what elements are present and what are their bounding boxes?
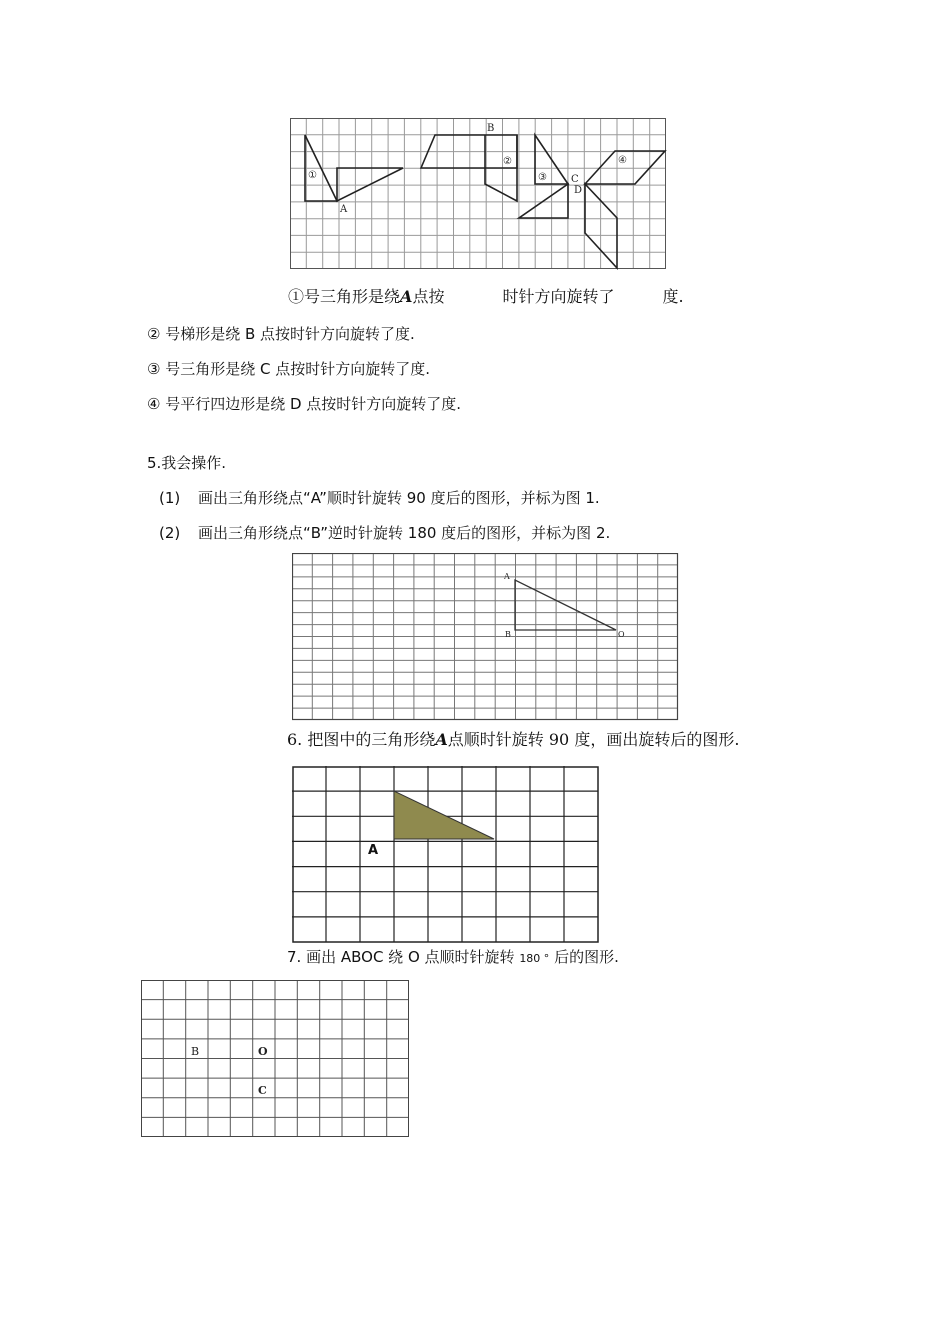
q6-label-a: A (368, 843, 379, 858)
q5-item-2-num: (2) (159, 524, 181, 542)
q4-line-1-part-c: 时针方向旋转了 (502, 287, 615, 306)
q4-label-n4: ④ (618, 155, 627, 166)
q6-triangle (394, 791, 494, 839)
q6-grid-figure (292, 766, 599, 943)
q4-line-1-point: A (400, 287, 413, 306)
q4-line-1 (288, 287, 684, 307)
q5-title: 5.我会操作. (147, 454, 227, 472)
q5-item-1-num: (1) (159, 489, 181, 507)
q5-label-o: O (618, 630, 625, 639)
q6-instruction (287, 730, 739, 750)
q6-grid (292, 766, 598, 942)
q4-line-1-part-b: 点按 (412, 287, 445, 306)
q4-triangle-3-rotated (519, 184, 568, 218)
q4-line-3: ③ 号三角形是绕 C 点按时针方向旋转了度. (147, 360, 430, 378)
q4-label-c: C (571, 174, 579, 185)
q7-label-c: C (258, 1084, 267, 1097)
q7-instruction (287, 947, 619, 969)
q7-label-o: O (258, 1045, 268, 1058)
q4-label-n2: ② (503, 156, 512, 167)
q7-label-b: B (191, 1045, 200, 1058)
q5-label-a: A (504, 572, 510, 581)
q4-triangle-1-rotated (337, 168, 403, 201)
q4-grid (290, 118, 666, 269)
q5-label-b: B (505, 630, 511, 639)
q5-item-2-text: 画出三角形绕点“B”逆时针旋转 180 度后的图形，并标为图 2. (198, 524, 611, 542)
q7-grid (141, 980, 409, 1137)
q5-triangle (515, 580, 616, 630)
q4-line-1-part-a: ①号三角形是绕 (288, 287, 401, 306)
q6-point: A (435, 730, 448, 749)
q4-line-4: ④ 号平行四边形是绕 D 点按时针方向旋转了度. (147, 395, 462, 413)
q7-part-a: 7. 画出 ABOC 绕 O 点顺时针旋转 (287, 948, 515, 966)
q7-part-b: 后的图形. (554, 948, 619, 966)
q4-label-a: A (340, 204, 348, 215)
q4-label-n3: ③ (538, 172, 547, 183)
q7-angle: 180 ° (519, 952, 550, 965)
q6-part-a: 6. 把图中的三角形绕 (287, 730, 436, 749)
q4-label-n1: ① (308, 170, 317, 181)
q5-item-1-text: 画出三角形绕点“A”顺时针旋转 90 度后的图形，并标为图 1. (198, 489, 600, 507)
q7-grid-figure (141, 980, 410, 1138)
q4-label-d: D (574, 185, 583, 196)
q4-rotation-figure (290, 118, 667, 270)
q6-part-b: 点顺时针旋转 90 度，画出旋转后的图形. (447, 730, 740, 749)
q4-label-b: B (487, 123, 495, 134)
q4-line-2: ② 号梯形是绕 B 点按时针方向旋转了度. (147, 325, 415, 343)
q4-line-1-part-d: 度. (662, 287, 684, 306)
q5-grid-figure (292, 553, 679, 721)
